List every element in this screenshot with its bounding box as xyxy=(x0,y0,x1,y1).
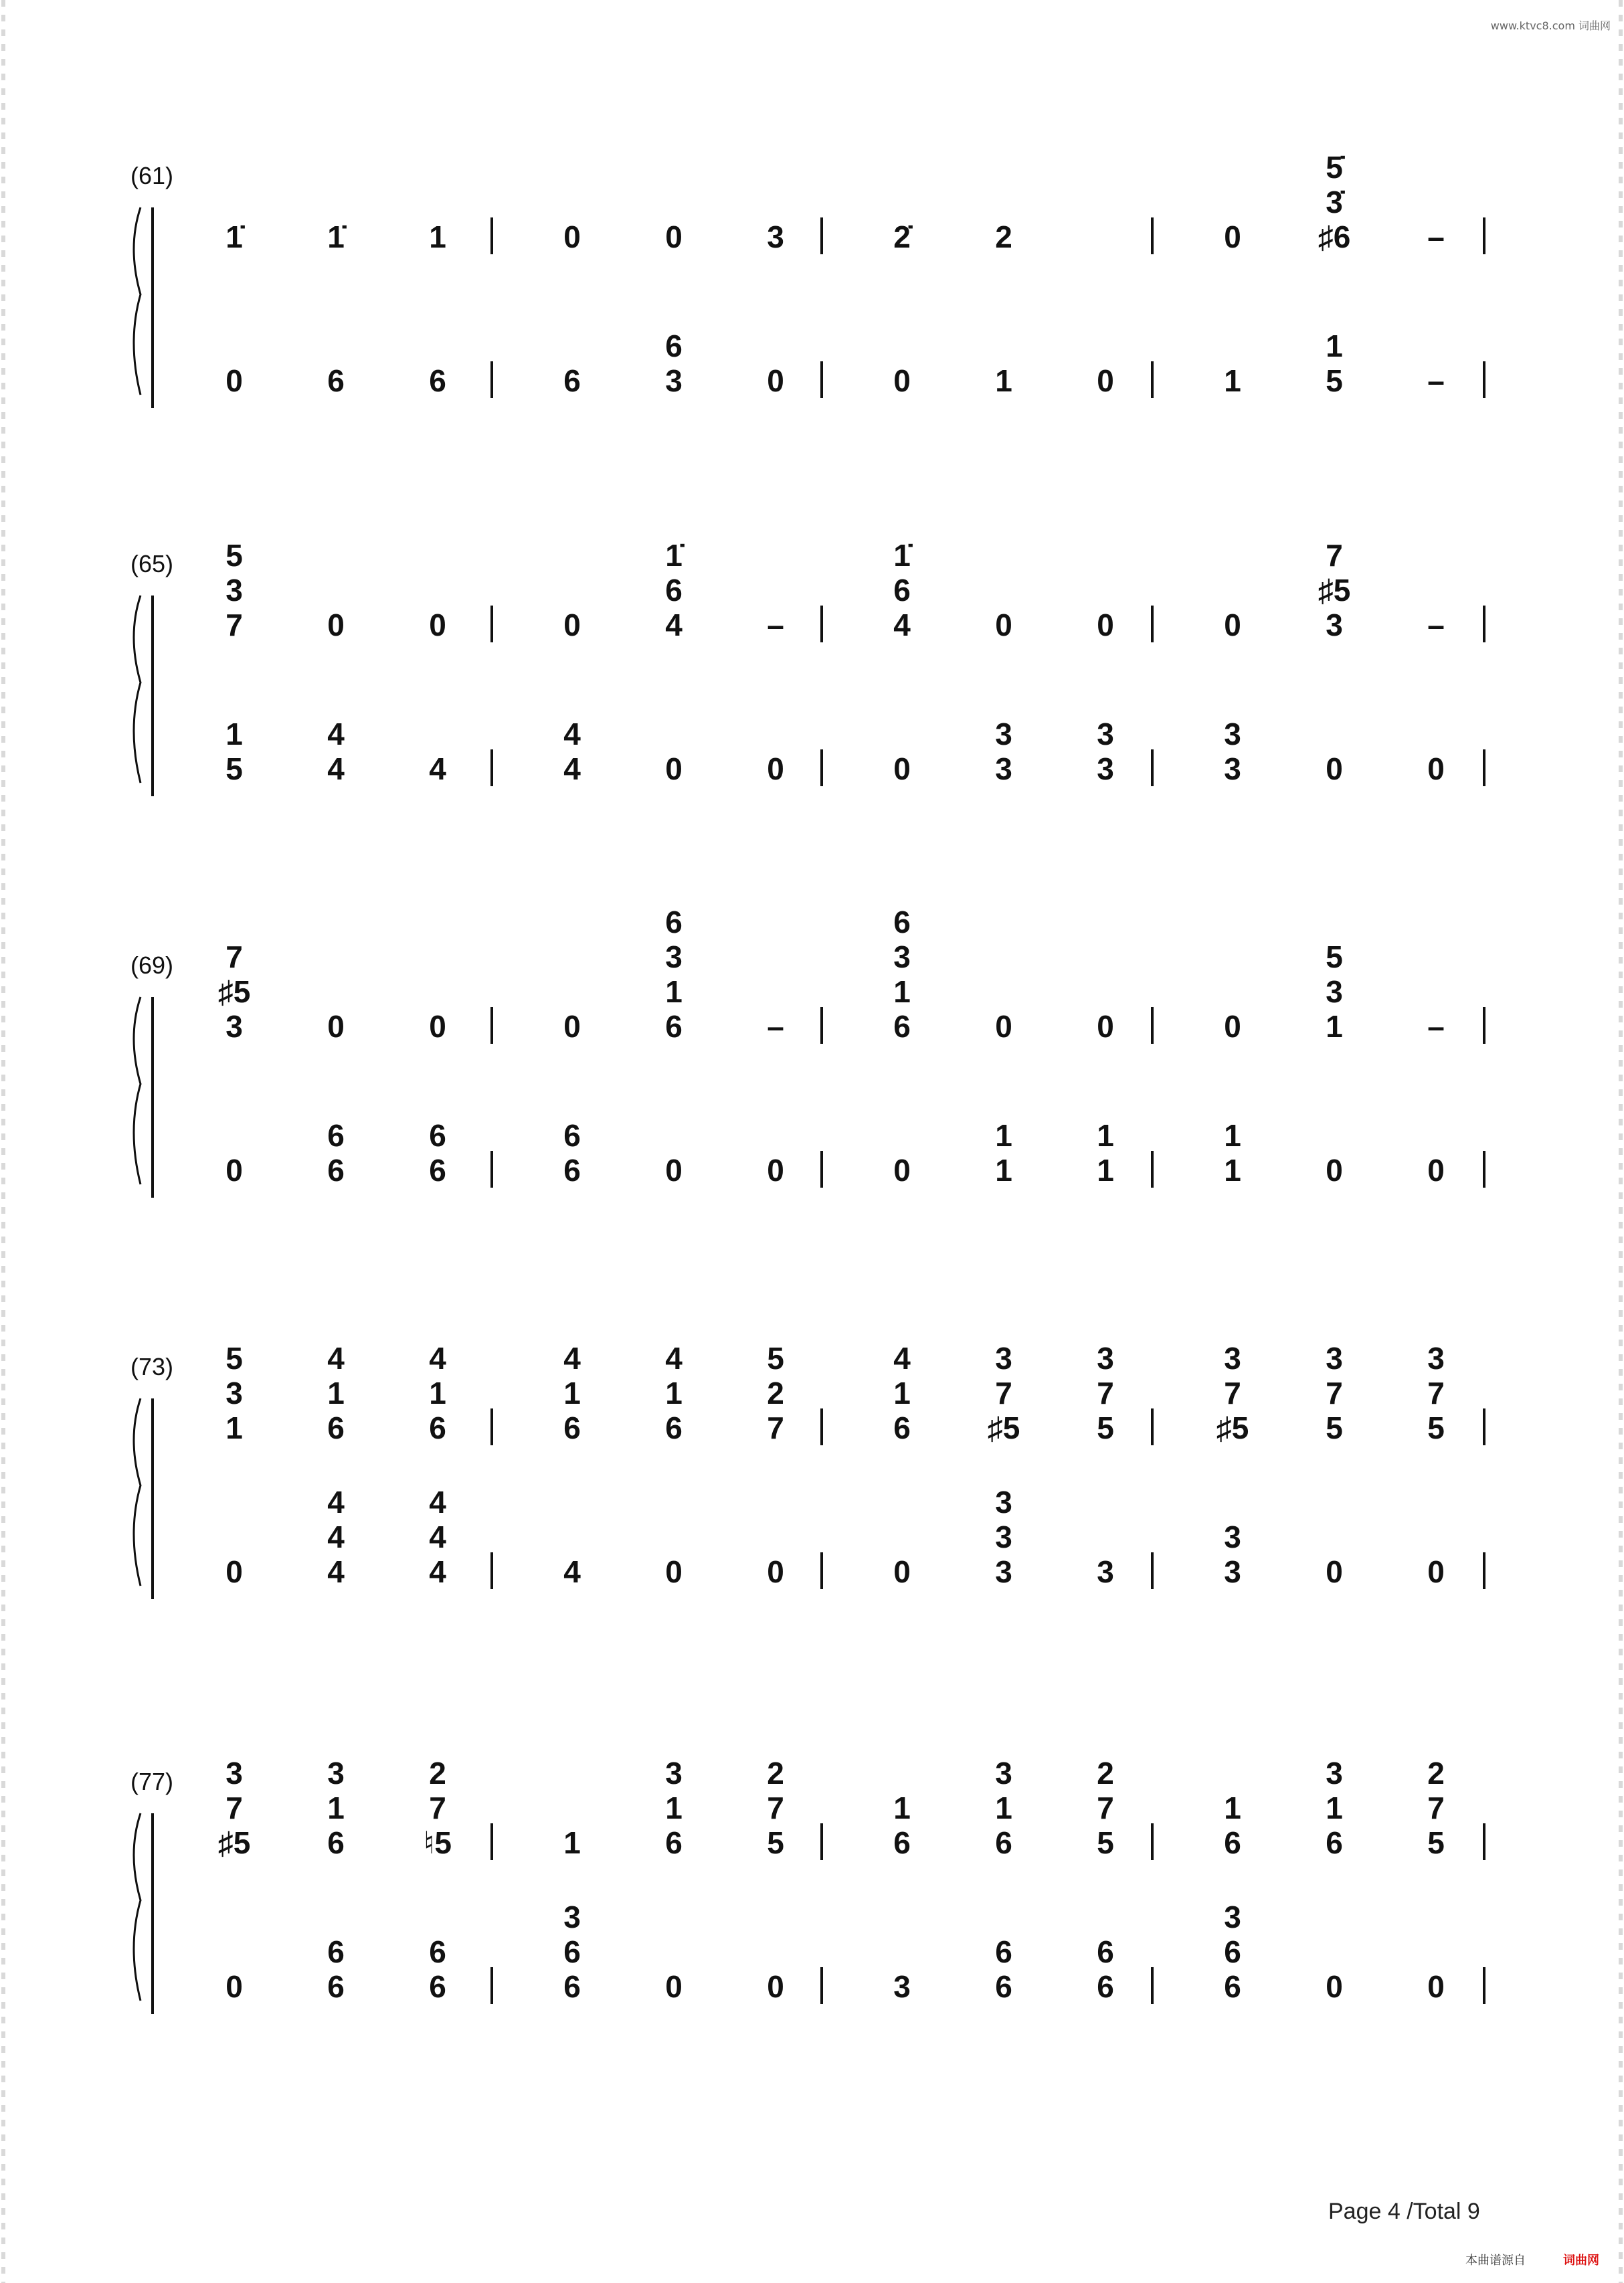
treble-note: 0 xyxy=(327,1009,345,1044)
treble-note: – xyxy=(1427,219,1445,254)
treble-note: 7 xyxy=(1097,1376,1114,1410)
treble-note: ♯6 xyxy=(1318,219,1351,254)
treble-note: 7 xyxy=(995,1376,1012,1410)
treble-note: 1 xyxy=(1224,1791,1241,1825)
watermark-logo: 词曲网 xyxy=(1563,2254,1599,2267)
bass-note: 0 xyxy=(225,1554,243,1589)
treble-note: ♯5 xyxy=(1318,573,1351,608)
bass-note: 6 xyxy=(665,329,683,363)
bass-note: 0 xyxy=(893,1554,911,1589)
treble-note: 3 xyxy=(225,573,243,608)
treble-note: 3 xyxy=(225,1009,243,1044)
treble-note: 1̇ xyxy=(327,219,345,254)
treble-note: 4 xyxy=(665,1341,683,1376)
treble-note: 1 xyxy=(893,1791,911,1825)
bass-note: 6 xyxy=(327,1969,345,2004)
grand-staff-brace xyxy=(134,596,141,783)
treble-note: 1 xyxy=(1326,1791,1343,1825)
bass-note: 0 xyxy=(225,363,243,398)
treble-note: 5 xyxy=(1427,1825,1445,1860)
treble-note: 3 xyxy=(1097,1341,1114,1376)
bass-note: 3 xyxy=(1224,751,1241,786)
system-3 xyxy=(130,905,1484,1198)
treble-note: 3 xyxy=(893,939,911,974)
treble-note: 2 xyxy=(995,219,1012,254)
treble-note: 4 xyxy=(429,1341,446,1376)
treble-note: 6 xyxy=(893,573,911,608)
bass-note: 6 xyxy=(327,1153,345,1188)
bass-note: 0 xyxy=(767,1969,784,2004)
bass-note: 6 xyxy=(429,1153,446,1188)
bass-note: 0 xyxy=(893,751,911,786)
page-number: Page 4 /Total 9 xyxy=(1328,2199,1480,2224)
measure-number: (61) xyxy=(130,162,174,189)
bass-note: 3 xyxy=(995,751,1012,786)
bass-note: 6 xyxy=(327,363,345,398)
treble-note: 3 xyxy=(995,1341,1012,1376)
grand-staff-brace xyxy=(134,1813,141,2001)
treble-note: 1̇ xyxy=(225,219,243,254)
bass-note: 0 xyxy=(225,1969,243,2004)
treble-note: 3 xyxy=(1326,608,1343,642)
bass-note: 6 xyxy=(429,1969,446,2004)
treble-note: 0 xyxy=(563,608,581,642)
treble-note: – xyxy=(767,1009,784,1044)
treble-note: 5 xyxy=(225,1341,243,1376)
treble-note: – xyxy=(767,608,784,642)
treble-note: 3 xyxy=(225,1756,243,1791)
treble-note: 7 xyxy=(225,1791,243,1825)
treble-note: 4 xyxy=(327,1341,345,1376)
treble-note: 7 xyxy=(429,1791,446,1825)
treble-note: 3 xyxy=(665,1756,683,1791)
bass-note: 1 xyxy=(1326,329,1343,363)
treble-note: 5 xyxy=(225,538,243,573)
treble-note: 0 xyxy=(429,1009,446,1044)
treble-note: 6 xyxy=(1326,1825,1343,1860)
bass-note: 6 xyxy=(327,1118,345,1153)
bass-note: 1 xyxy=(1224,1153,1241,1188)
treble-note: 5̇ xyxy=(1326,150,1343,185)
bass-note: 0 xyxy=(665,1969,683,2004)
bass-note: 6 xyxy=(1097,1969,1114,2004)
treble-note: 5 xyxy=(1097,1825,1114,1860)
bass-note: 3 xyxy=(995,1554,1012,1589)
bass-note: 1 xyxy=(225,717,243,751)
treble-note: 5 xyxy=(1427,1410,1445,1445)
treble-note: 1 xyxy=(893,974,911,1009)
treble-note: 3 xyxy=(1224,1341,1241,1376)
bass-note: 4 xyxy=(429,1485,446,1520)
bass-note: 4 xyxy=(563,1554,581,1589)
treble-note: ♯5 xyxy=(987,1410,1020,1445)
systems-layer xyxy=(130,150,1484,2014)
bass-note: 4 xyxy=(563,717,581,751)
treble-note: 1 xyxy=(563,1376,581,1410)
treble-note: 6 xyxy=(327,1825,345,1860)
treble-note: 1 xyxy=(327,1791,345,1825)
bass-note: 0 xyxy=(767,1153,784,1188)
treble-note: 2 xyxy=(429,1756,446,1791)
treble-note: 2 xyxy=(767,1376,784,1410)
treble-note: – xyxy=(1427,608,1445,642)
treble-note: 0 xyxy=(1224,1009,1241,1044)
treble-note: 5 xyxy=(1326,1410,1343,1445)
treble-note: 1 xyxy=(893,1376,911,1410)
bass-note: 0 xyxy=(1326,1554,1343,1589)
system-5 xyxy=(130,1756,1484,2014)
bass-note: 4 xyxy=(563,751,581,786)
bass-note: 4 xyxy=(327,1520,345,1554)
system-1 xyxy=(130,150,1484,408)
treble-note: ♮5 xyxy=(423,1825,452,1860)
bass-note: 1 xyxy=(1224,1118,1241,1153)
treble-note: 3 xyxy=(1326,974,1343,1009)
bass-note: 0 xyxy=(893,363,911,398)
treble-note: 1̇ xyxy=(665,538,683,573)
bass-note: 6 xyxy=(327,1934,345,1969)
treble-note: 6 xyxy=(665,905,683,939)
treble-note: 6 xyxy=(665,1825,683,1860)
bass-note: 0 xyxy=(1427,1969,1445,2004)
treble-note: 7 xyxy=(1097,1791,1114,1825)
bass-note: 0 xyxy=(1427,1554,1445,1589)
treble-note: 3 xyxy=(1427,1341,1445,1376)
treble-note: 6 xyxy=(327,1410,345,1445)
bass-note: 6 xyxy=(563,1118,581,1153)
treble-note: 6 xyxy=(665,1009,683,1044)
bass-note: 6 xyxy=(429,363,446,398)
bass-note: 0 xyxy=(767,363,784,398)
treble-note: 7 xyxy=(1326,1376,1343,1410)
treble-note: 3̇ xyxy=(1326,185,1343,219)
grand-staff-brace xyxy=(134,997,141,1184)
treble-note: 1 xyxy=(665,974,683,1009)
bass-note: 3 xyxy=(563,1900,581,1934)
bass-note: 4 xyxy=(429,751,446,786)
treble-note: 7 xyxy=(1427,1791,1445,1825)
treble-note: 2 xyxy=(767,1756,784,1791)
treble-note: 7 xyxy=(1224,1376,1241,1410)
treble-note: 3 xyxy=(767,219,784,254)
bass-note: 0 xyxy=(1326,751,1343,786)
bass-note: 3 xyxy=(1097,717,1114,751)
measure-number: (69) xyxy=(130,951,174,979)
bass-note: 3 xyxy=(1224,717,1241,751)
treble-note: 3 xyxy=(1326,1341,1343,1376)
treble-note: 7 xyxy=(225,608,243,642)
treble-note: 6 xyxy=(995,1825,1012,1860)
treble-note: 1 xyxy=(563,1825,581,1860)
bass-note: 6 xyxy=(429,1118,446,1153)
bass-note: 6 xyxy=(563,363,581,398)
treble-note: 1 xyxy=(225,1410,243,1445)
system-2 xyxy=(130,538,1484,796)
treble-note: 0 xyxy=(429,608,446,642)
bass-note: 6 xyxy=(563,1969,581,2004)
bass-note: 0 xyxy=(1326,1969,1343,2004)
bass-note: 0 xyxy=(767,751,784,786)
bass-note: 3 xyxy=(1224,1900,1241,1934)
bass-note: 6 xyxy=(995,1934,1012,1969)
treble-note: 0 xyxy=(563,219,581,254)
treble-note: 3 xyxy=(995,1756,1012,1791)
measure-number: (77) xyxy=(130,1768,174,1795)
watermark-source: 本曲谱源自 xyxy=(1465,2254,1526,2267)
treble-note: 4 xyxy=(893,1341,911,1376)
system-4 xyxy=(130,1341,1484,1599)
treble-note: 4 xyxy=(893,608,911,642)
bass-note: – xyxy=(1427,363,1445,398)
treble-note: 7 xyxy=(1326,538,1343,573)
treble-note: ♯5 xyxy=(217,974,251,1009)
treble-note: 0 xyxy=(1224,608,1241,642)
bass-note: 6 xyxy=(1224,1934,1241,1969)
treble-note: 0 xyxy=(1097,608,1114,642)
bass-note: 4 xyxy=(429,1520,446,1554)
bass-note: 0 xyxy=(225,1153,243,1188)
measure-number: (73) xyxy=(130,1353,174,1380)
grand-staff-brace xyxy=(134,207,141,395)
bass-note: 4 xyxy=(327,1554,345,1589)
bass-note: 6 xyxy=(1224,1969,1241,2004)
bass-note: 0 xyxy=(665,751,683,786)
treble-note: 3 xyxy=(225,1376,243,1410)
treble-note: 2 xyxy=(1097,1756,1114,1791)
treble-note: 4 xyxy=(665,608,683,642)
bass-note: 6 xyxy=(1097,1934,1114,1969)
bass-note: 0 xyxy=(1427,751,1445,786)
treble-note: 1 xyxy=(665,1376,683,1410)
treble-note: 1 xyxy=(995,1791,1012,1825)
bass-note: 0 xyxy=(665,1153,683,1188)
bass-note: 1 xyxy=(995,363,1012,398)
bass-note: 6 xyxy=(995,1969,1012,2004)
treble-note: 5 xyxy=(1097,1410,1114,1445)
treble-note: 5 xyxy=(767,1825,784,1860)
bass-note: 3 xyxy=(893,1969,911,2004)
treble-note: 1 xyxy=(429,1376,446,1410)
bass-note: 0 xyxy=(1427,1153,1445,1188)
bass-note: 6 xyxy=(563,1934,581,1969)
treble-note: 6 xyxy=(1224,1825,1241,1860)
treble-note: 3 xyxy=(327,1756,345,1791)
treble-note: 0 xyxy=(995,1009,1012,1044)
treble-note: 0 xyxy=(1224,219,1241,254)
treble-note: 6 xyxy=(665,1410,683,1445)
treble-note: 1 xyxy=(665,1791,683,1825)
treble-note: 6 xyxy=(665,573,683,608)
treble-note: 0 xyxy=(665,219,683,254)
bass-note: 3 xyxy=(665,363,683,398)
bass-note: 3 xyxy=(1097,751,1114,786)
bass-note: 3 xyxy=(995,1520,1012,1554)
treble-note: 7 xyxy=(225,939,243,974)
bass-note: 1 xyxy=(1097,1153,1114,1188)
treble-note: 2̇ xyxy=(893,219,911,254)
treble-note: 1̇ xyxy=(893,538,911,573)
bass-note: 3 xyxy=(995,1485,1012,1520)
bass-note: 5 xyxy=(1326,363,1343,398)
bass-note: 5 xyxy=(225,751,243,786)
treble-note: 3 xyxy=(665,939,683,974)
treble-note: 5 xyxy=(767,1341,784,1376)
treble-note: 7 xyxy=(767,1791,784,1825)
treble-note: 1 xyxy=(327,1376,345,1410)
treble-note: ♯5 xyxy=(217,1825,251,1860)
treble-note: 0 xyxy=(327,608,345,642)
bass-note: 0 xyxy=(893,1153,911,1188)
treble-note: 6 xyxy=(563,1410,581,1445)
treble-note: 0 xyxy=(1097,1009,1114,1044)
bass-note: 1 xyxy=(995,1153,1012,1188)
treble-note: 1 xyxy=(429,219,446,254)
bass-note: 1 xyxy=(1097,1118,1114,1153)
treble-note: 1 xyxy=(1326,1009,1343,1044)
bass-note: 0 xyxy=(665,1554,683,1589)
bass-note: 3 xyxy=(1224,1554,1241,1589)
treble-note: – xyxy=(1427,1009,1445,1044)
treble-note: 5 xyxy=(1326,939,1343,974)
bass-note: 0 xyxy=(767,1554,784,1589)
treble-note: 4 xyxy=(563,1341,581,1376)
bass-note: 4 xyxy=(327,717,345,751)
treble-note: 6 xyxy=(429,1410,446,1445)
bass-note: 4 xyxy=(327,751,345,786)
treble-note: 7 xyxy=(1427,1376,1445,1410)
bass-note: 1 xyxy=(1224,363,1241,398)
bass-note: 0 xyxy=(1097,363,1114,398)
treble-note: 0 xyxy=(995,608,1012,642)
bass-note: 6 xyxy=(563,1153,581,1188)
treble-note: 0 xyxy=(563,1009,581,1044)
measure-number: (65) xyxy=(130,550,174,577)
treble-note: 2 xyxy=(1427,1756,1445,1791)
bass-note: 6 xyxy=(429,1934,446,1969)
bass-note: 3 xyxy=(995,717,1012,751)
treble-note: 6 xyxy=(893,1009,911,1044)
treble-note: 7 xyxy=(767,1410,784,1445)
bass-note: 3 xyxy=(1224,1520,1241,1554)
treble-note: 3 xyxy=(1326,1756,1343,1791)
bass-note: 4 xyxy=(327,1485,345,1520)
treble-note: 6 xyxy=(893,1825,911,1860)
bass-note: 4 xyxy=(429,1554,446,1589)
treble-note: ♯5 xyxy=(1216,1410,1249,1445)
bass-note: 0 xyxy=(1326,1153,1343,1188)
grand-staff-brace xyxy=(134,1398,141,1586)
site-header: www.ktvc8.com 词曲网 xyxy=(1490,19,1611,32)
treble-note: 6 xyxy=(893,905,911,939)
bass-note: 3 xyxy=(1097,1554,1114,1589)
bass-note: 1 xyxy=(995,1118,1012,1153)
treble-note: 6 xyxy=(893,1410,911,1445)
